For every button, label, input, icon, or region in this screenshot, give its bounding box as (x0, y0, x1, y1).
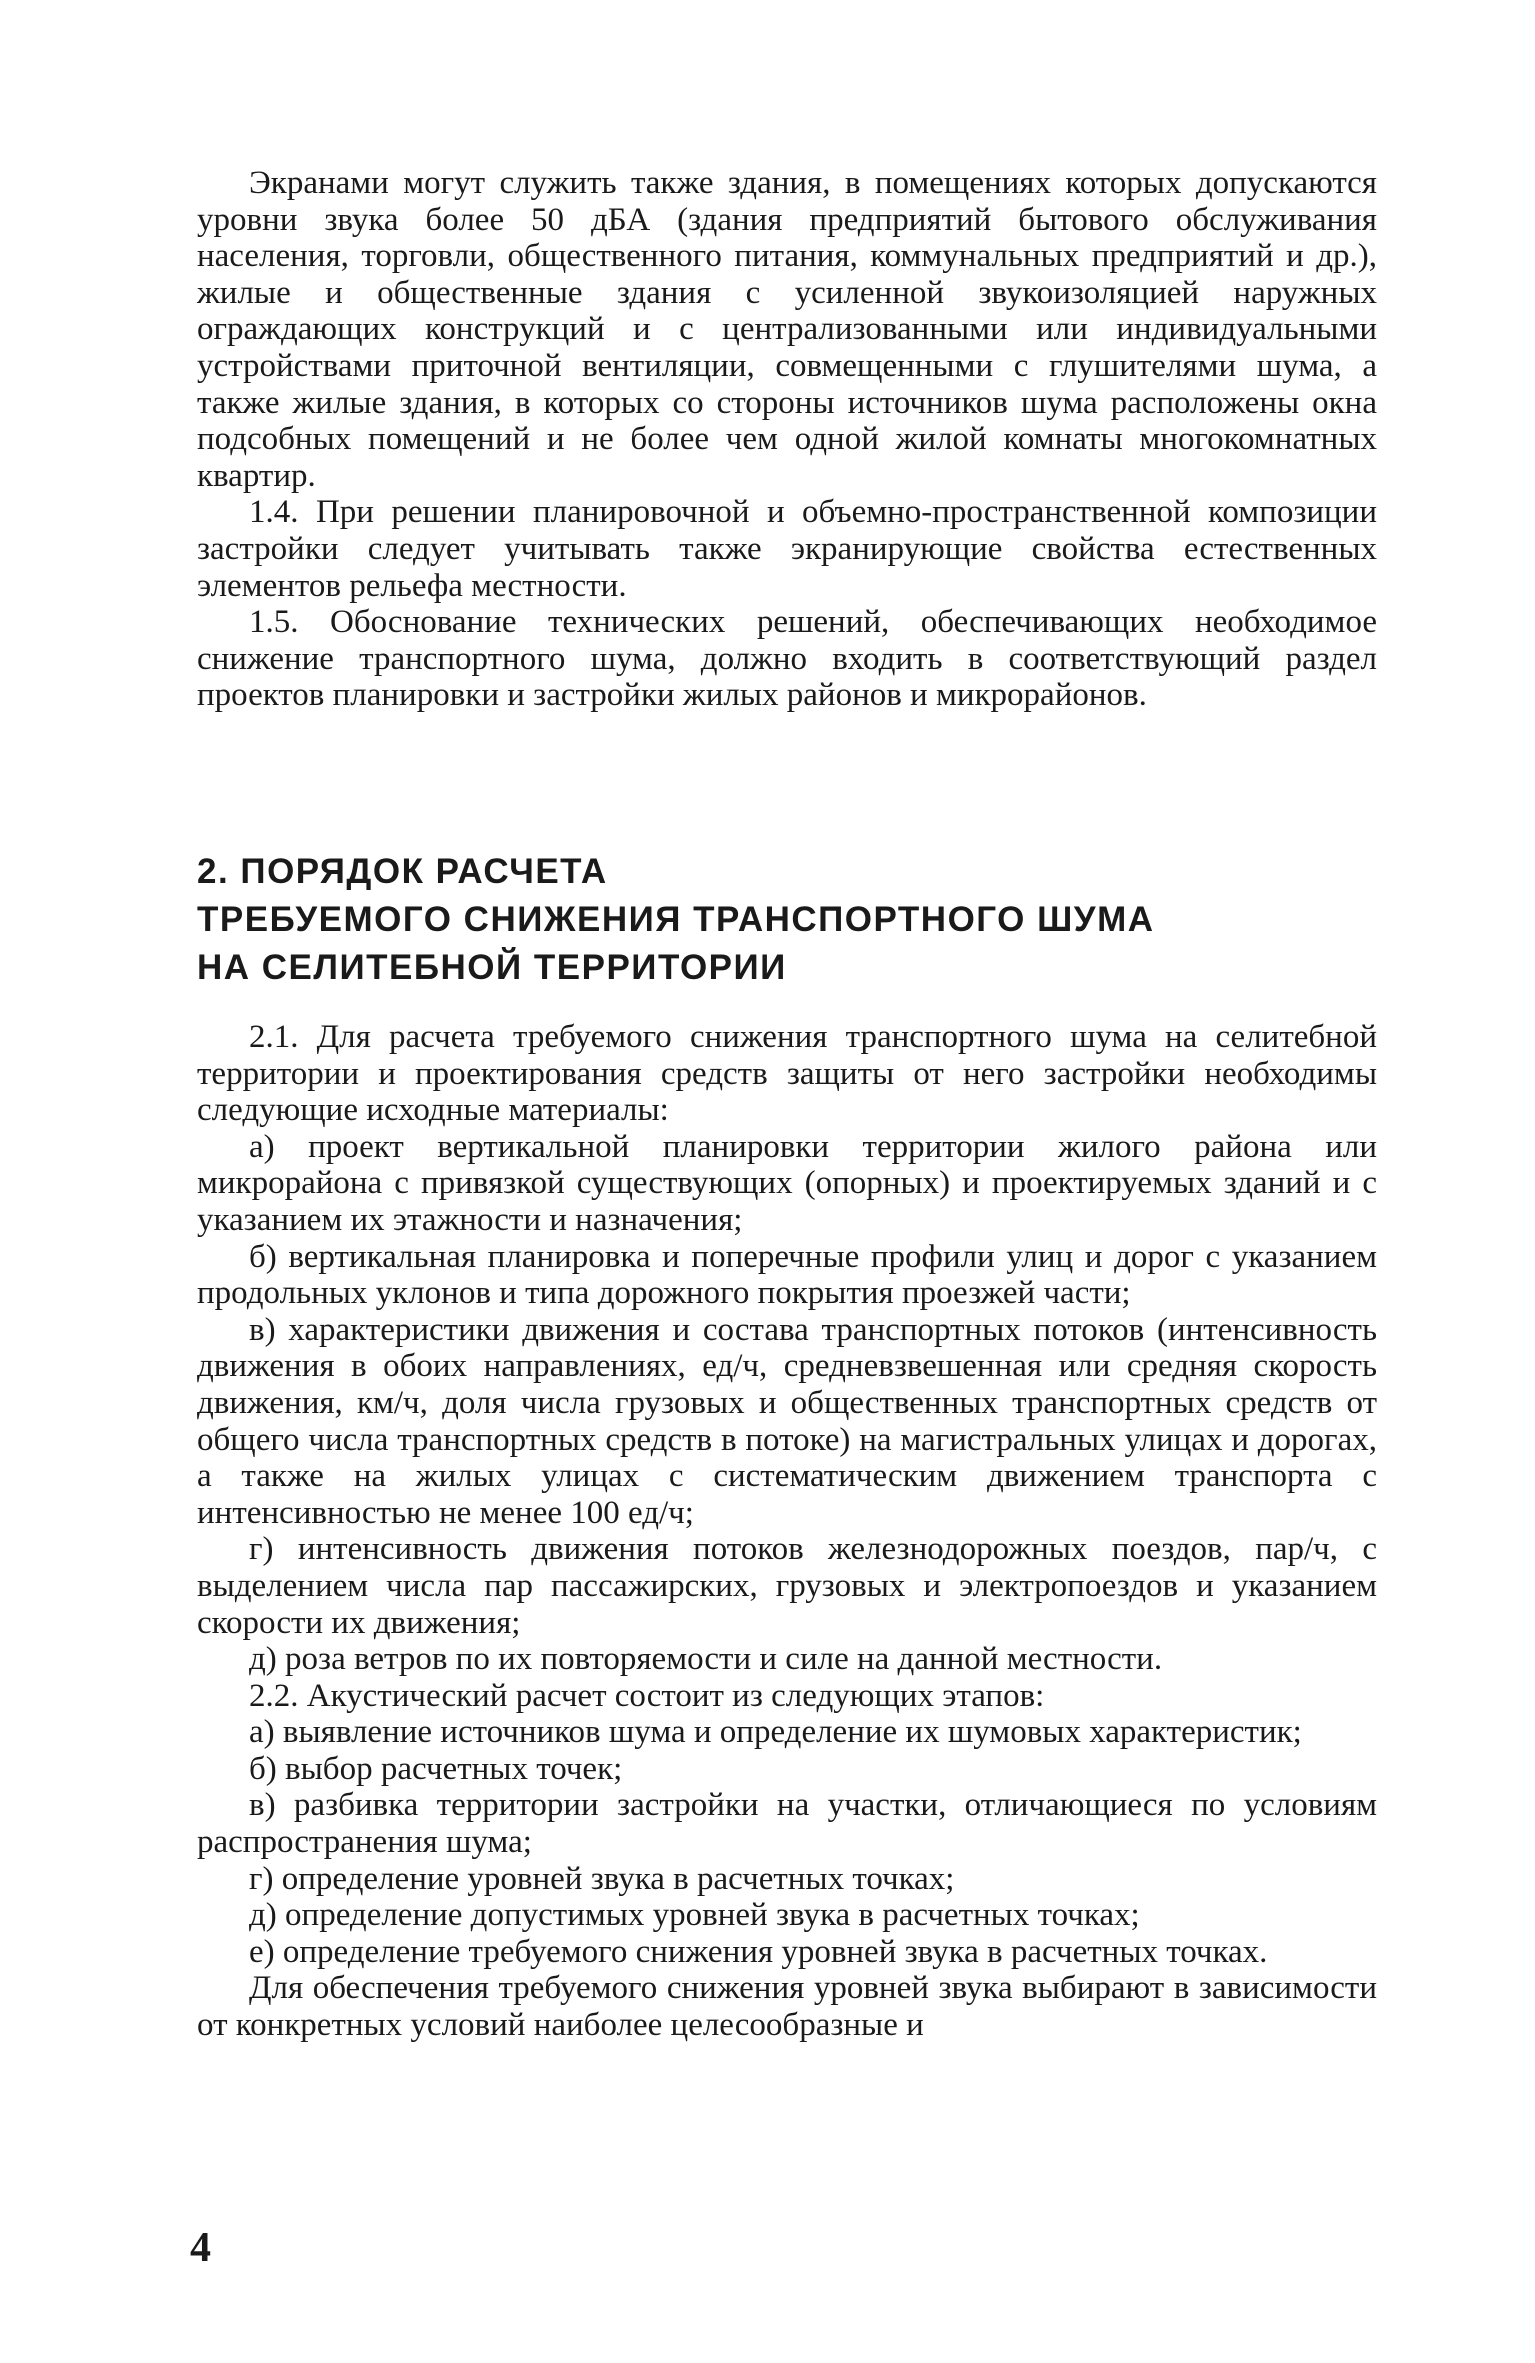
heading-line-3: НА СЕЛИТЕБНОЙ ТЕРРИТОРИИ (197, 948, 787, 987)
paragraph-1-5: 1.5. Обоснование технических решений, обеспечивающих необходимое снижение транспортного шума, должно входить в соответствующий раздел проектов планировки и застройки жилых районов и микрорайонов. (197, 604, 1377, 714)
list-item-2-1-d: д) роза ветров по их повторяемости и силе на данной местности. (249, 1641, 1163, 1678)
list-item-2-2-e: е) определение требуемого снижения уровней звука в расчетных точках. (249, 1933, 1268, 1970)
list-item-2-2-a: а) выявление источников шума и определение их шумовых характеристик; (249, 1714, 1302, 1751)
list-item-2-1-v: в) характеристики движения и состава транспортных потоков (интенсивность движения в обоих направлениях, ед/ч, средневзвешенная или средняя скорость движения, км/ч, доля числа грузовых и общественных транспортных средств от общего числа транспортных средств в потоке) на магистральных улицах и дорогах, а также на жилых улицах с систематическим движением транспорта с интенсивностью не менее 100 ед/ч; (197, 1311, 1377, 1531)
paragraph-closing: Для обеспечения требуемого снижения уровней звука выбирают в зависимости от конкретных условий наиболее целесообразные и (197, 1970, 1377, 2044)
list-item-2-2-d: д) определение допустимых уровней звука в расчетных точках; (249, 1897, 1140, 1934)
list-item-2-2-g: г) определение уровней звука в расчетных точках; (249, 1860, 955, 1897)
paragraph-2-1: 2.1. Для расчета требуемого снижения транспортного шума на селитебной территории и проектирования средств защиты от него застройки необходимы следующие исходные материалы: (197, 1019, 1377, 1129)
list-item-2-1-g: г) интенсивность движения потоков железнодорожных поездов, пар/ч, с выделением числа пар пассажирских, грузовых и электропоездов и указанием скорости их движения; (197, 1531, 1377, 1641)
paragraph-screens: Экранами могут служить также здания, в помещениях которых допускаются уровни звука более 50 дБА (здания предприятий бытового обслуживания населения, торговли, общественного питания, коммунальных предприятий и др.), жилые и общественные здания с усиленной звукоизоляцией наружных ограждающих конструкций и с централизованными или индивидуальными устройствами приточной вентиляции, совмещенными с глушителями шума, а также жилые здания, в которых со стороны источников шума расположены окна подсобных помещений и не более чем одной жилой комнаты многокомнатных квартир. (197, 165, 1377, 494)
list-item-2-1-b: б) вертикальная планировка и поперечные профили улиц и дорог с указанием продольных уклонов и типа дорожного покрытия проезжей части; (197, 1238, 1377, 1312)
list-item-2-2-v: в) разбивка территории застройки на участки, отличающиеся по условиям распространения шума; (197, 1787, 1377, 1861)
section-heading (197, 848, 1377, 992)
intro-text-section (197, 165, 1377, 714)
page-number: 4 (190, 2225, 211, 2271)
paragraph-2-2: 2.2. Акустический расчет состоит из следующих этапов: (249, 1677, 1045, 1714)
section-2-text (197, 1019, 1377, 2044)
heading-line-2: ТРЕБУЕМОГО СНИЖЕНИЯ ТРАНСПОРТНОГО ШУМА (197, 900, 1155, 939)
list-item-2-1-a: а) проект вертикальной планировки территории жилого района или микрорайона с привязкой существующих (опорных) и проектируемых зданий и с указанием их этажности и назначения; (197, 1128, 1377, 1238)
paragraph-1-4: 1.4. При решении планировочной и объемно-пространственной композиции застройки следует учитывать также экранирующие свойства естественных элементов рельефа местности. (197, 494, 1377, 604)
list-item-2-2-b: б) выбор расчетных точек; (249, 1750, 623, 1787)
heading-line-1: 2. ПОРЯДОК РАСЧЕТА (197, 852, 608, 891)
